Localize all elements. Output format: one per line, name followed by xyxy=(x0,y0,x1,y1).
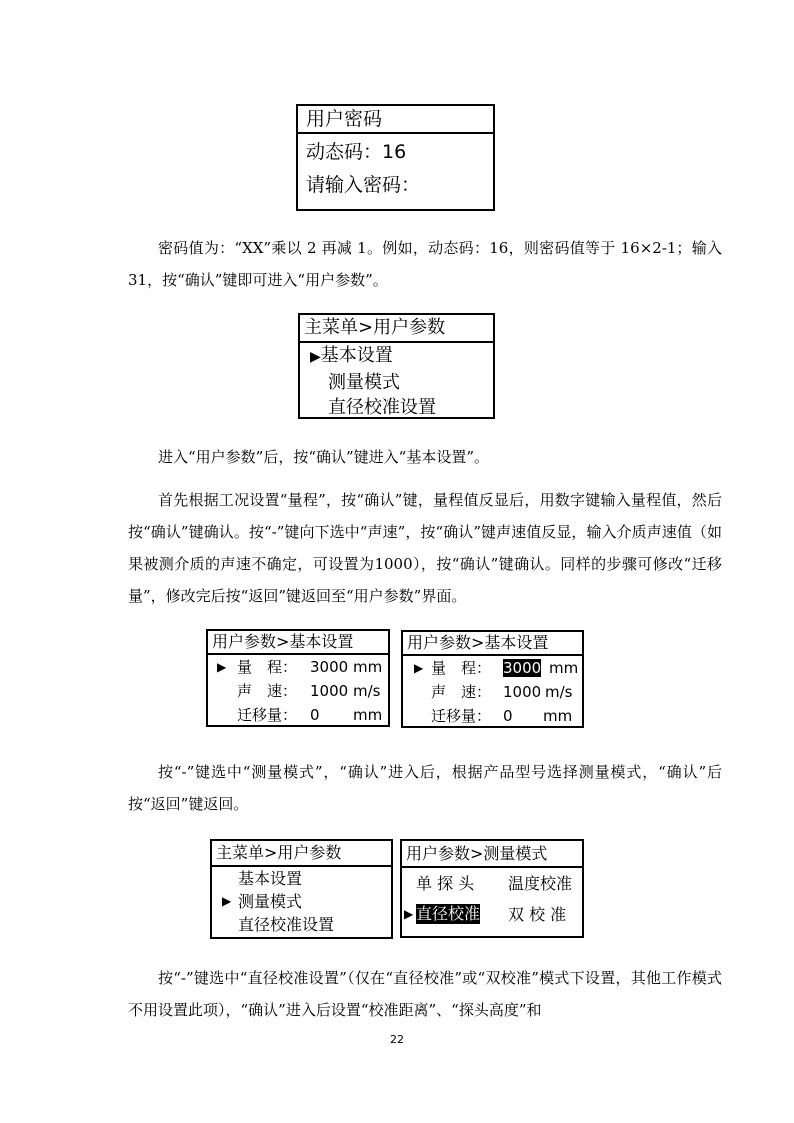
menu-item-label: 直径校准设置 xyxy=(328,397,436,418)
enter-password-line: 请输入密码： xyxy=(306,174,421,196)
menu-item-label: 直径校准设置 xyxy=(238,915,335,934)
offset-label: 迁移量： xyxy=(237,706,298,724)
range-label: 量 程： xyxy=(237,658,298,676)
selection-arrow-icon: ▶ xyxy=(222,894,232,908)
password-screen-title: 用户密码 xyxy=(298,106,493,134)
sound-speed-row xyxy=(208,679,388,703)
user-params-menu-screen-mode xyxy=(210,839,393,939)
offset-row xyxy=(208,703,388,727)
paragraph-enter-params: 进入“用户参数”后，按“确认”键进入“基本设置”。 xyxy=(158,448,490,466)
menu-item-label: 基本设置 xyxy=(238,869,303,888)
dynamic-code-line: 动态码：16 xyxy=(306,141,407,163)
offset-row xyxy=(403,704,582,728)
menu-item-basic-settings xyxy=(300,343,493,370)
selection-arrow-icon: ▶ xyxy=(217,660,227,674)
menu-item-diameter-calibration xyxy=(300,395,493,420)
paragraph-password-rule: 密码值为：“XX”乘以 2 再减 1。例如，动态码：16，则密码值等于 16×2-1；输入 31，按“确认”键即可进入“用户参数”。 xyxy=(128,239,722,289)
range-unit: mm xyxy=(549,659,579,677)
sound-speed-label: 声 速： xyxy=(237,682,298,700)
offset-unit: mm xyxy=(353,706,383,724)
mode-single-probe: 单 探 头 xyxy=(416,874,475,893)
menu-item-measure-mode xyxy=(300,370,493,395)
range-value: 3000 xyxy=(310,658,349,676)
offset-value: 0 xyxy=(503,707,513,725)
menu-item-basic-settings xyxy=(212,867,391,890)
mode-temperature-calibration: 温度校准 xyxy=(508,874,573,893)
sound-speed-value: 1000 xyxy=(310,682,349,700)
password-screen xyxy=(296,104,495,211)
menu-item-label: 测量模式 xyxy=(328,372,400,393)
mode-diameter-calibration-selected: 直径校准 xyxy=(416,904,481,923)
sound-speed-unit: m/s xyxy=(353,682,381,700)
offset-label: 迁移量： xyxy=(431,707,492,725)
sound-speed-value: 1000 xyxy=(503,683,542,701)
basic-settings-screen xyxy=(206,629,390,727)
page-number: 22 xyxy=(390,1033,404,1046)
sound-speed-label: 声 速： xyxy=(431,683,492,701)
menu-screen-title: 主菜单>用户参数 xyxy=(300,315,493,343)
paragraph-basic-settings: 首先根据工况设置“量程”，按“确认”键，量程值反显后，用数字键输入量程值，然后按“确认”键确认。按“-”键向下选中“声速”，按“确认”键声速值反显，输入介质声速值（如果被测介质的声速不确定，可设置为1000），按“确认”键确认。同样的步骤可修改“迁移量”，修改完后按“返回”键返回至“用户参数”界面。 xyxy=(128,491,722,605)
basic-settings-title: 用户参数>基本设置 xyxy=(208,631,388,655)
measure-mode-title: 用户参数>测量模式 xyxy=(402,841,582,868)
basic-settings-title: 用户参数>基本设置 xyxy=(403,632,582,656)
range-row xyxy=(208,655,388,679)
range-row xyxy=(403,656,582,680)
paragraph-diameter-calibration: 按“-”键选中“直径校准设置”（仅在“直径校准”或“双校准”模式下设置，其他工作模式不用设置此项），“确认”进入后设置“校准距离”、“探头高度”和 xyxy=(128,969,722,1019)
user-params-menu-screen xyxy=(298,313,495,419)
menu-screen-title: 主菜单>用户参数 xyxy=(212,841,391,867)
offset-unit: mm xyxy=(543,707,573,725)
sound-speed-row xyxy=(403,680,582,704)
mode-row-2 xyxy=(402,899,582,930)
selection-arrow-icon: ▶ xyxy=(404,907,414,921)
menu-item-diameter-calibration xyxy=(212,913,391,936)
mode-dual-calibration: 双 校 准 xyxy=(508,905,567,924)
range-value-highlighted: 3000 xyxy=(503,659,542,677)
offset-value: 0 xyxy=(310,706,320,724)
range-label: 量 程： xyxy=(431,659,492,677)
measure-mode-screen xyxy=(400,839,584,938)
menu-item-label: 测量模式 xyxy=(238,892,303,911)
range-unit: mm xyxy=(353,658,383,676)
selection-arrow-icon: ▶ xyxy=(310,349,321,365)
sound-speed-unit: m/s xyxy=(545,683,573,701)
paragraph-measure-mode: 按“-”键选中“测量模式”，“确认”进入后，根据产品型号选择测量模式，“确认”后按“返回”键返回。 xyxy=(128,763,722,813)
mode-row-1 xyxy=(402,868,582,899)
menu-item-label: 基本设置 xyxy=(320,345,393,366)
selection-arrow-icon: ▶ xyxy=(414,661,424,675)
basic-settings-screen-editing xyxy=(401,630,584,728)
menu-item-measure-mode xyxy=(212,890,391,913)
